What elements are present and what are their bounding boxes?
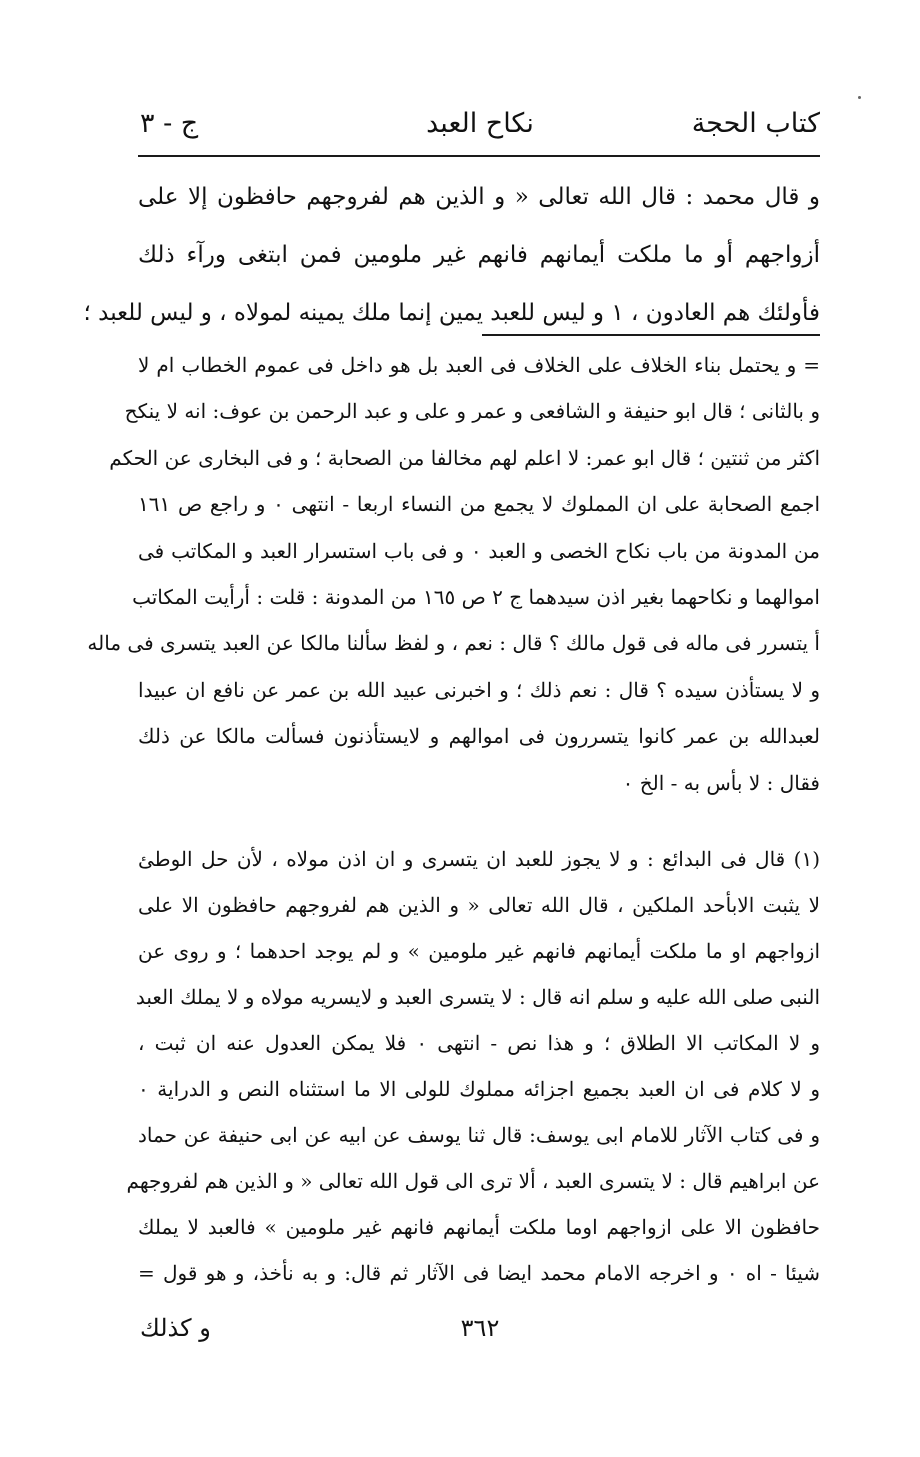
- footnote-1: [126, 836, 821, 1296]
- footnote-line: لعبدالله بن عمر كانوا يتسررون فى اموالهم و لايستأذنون فسألت مالكا عن ذلك: [138, 724, 820, 749]
- footnote-line: و بالثانى ؛ قال ابو حنيفة و الشافعى و عمر و على و عبد الرحمن بن عوف: انه لا ينكح: [124, 399, 820, 424]
- footnote-line: أ يتسرر فى ماله فى قول مالك ؟ قال : نعم ، و لفظ سألنا مالكا عن العبد يتسرى فى ماله: [87, 631, 820, 656]
- main-text: [83, 168, 820, 342]
- catchword: و كذلك: [140, 1314, 211, 1342]
- ink-speck: [858, 96, 861, 99]
- volume-label: ج - ٣: [140, 108, 199, 139]
- footnote-line: حافظون الا على ازواجهم اوما ملكت أيمانهم فانهم غير ملومين » فالعبد لا يملك: [138, 1215, 820, 1239]
- footnote-line: = و يحتمل بناء الخلاف على الخلاف فى العبد بل هو داخل فى عموم الخطاب ام لا: [138, 353, 820, 377]
- footnote-line: و لا كلام فى ان العبد بجميع اجزائه مملوك للولى الا ما استثناه النص و الدراية ٠: [138, 1077, 820, 1101]
- book-title: كتاب الحجة: [691, 108, 820, 139]
- footnote-line: و لا يستأذن سيده ؟ قال : نعم ذلك ؛ و اخبرنى عبيد الله بن عمر عن نافع ان عبيدا: [138, 677, 821, 702]
- footnote-line: اموالهما و نكاحهما بغير اذن سيدهما ج ٢ ص ١٦٥ من المدونة : قلت : أرأيت المكاتب: [132, 584, 820, 609]
- footnote-line: (١) قال فى البدائع : و لا يجوز للعبد ان يتسرى و ان اذن مولاه ، لأن حل الوطئ: [138, 847, 820, 871]
- running-header: [140, 100, 820, 148]
- footnote-line: لا يثبت الابأحد الملكين ، قال الله تعالى « و الذين هم لفروجهم حافظون الا على: [138, 893, 820, 917]
- footnote-line: من المدونة من باب نكاح الخصى و العبد ٠ و فى باب استسرار العبد و المكاتب فى: [138, 538, 820, 563]
- footnote-line: اكثر من ثنتين ؛ قال ابو عمر: لا اعلم لهم مخالفا من الصحابة ؛ و فى البخارى عن الحكم: [109, 445, 820, 470]
- footnote-line: و لا المكاتب الا الطلاق ؛ و هذا نص - انتهى ٠ فلا يمكن العدول عنه ان ثبت ،: [138, 1031, 821, 1055]
- footnote-continued: [87, 342, 821, 806]
- footnote-line: ازواجهم او ما ملكت أيمانهم فانهم غير ملومين » و لم يوجد احدهما ؛ و روى عن: [138, 939, 820, 963]
- main-text-line: أزواجهم أو ما ملكت أيمانهم فانهم غير ملومين فمن ابتغى ورآء ذلك: [138, 242, 820, 268]
- footnote-line: عن ابراهيم قال : لا يتسرى العبد ، ألا ترى الى قول الله تعالى « و الذين هم لفروجهم: [126, 1169, 820, 1193]
- footnote-line: اجمع الصحابة على ان المملوك لا يجمع من النساء اربعا - انتهى ٠ و راجع ص ١٦١: [138, 492, 820, 517]
- main-text-line: و قال محمد : قال الله تعالى « و الذين هم لفروجهم حافظون إلا على: [138, 184, 820, 210]
- footnote-rule: [482, 334, 820, 336]
- page-footer: [140, 1308, 820, 1348]
- header-rule: [138, 155, 820, 157]
- footnote-line: و فى كتاب الآثار للامام ابى يوسف: قال ثنا يوسف عن ابيه عن ابى حنيفة عن حماد: [138, 1123, 820, 1147]
- footnote-line: شيئا - اه ٠ و اخرجه الامام محمد ايضا فى الآثار ثم قال: و به نأخذ، و هو قول =: [138, 1261, 820, 1285]
- page-number: ٣٦٢: [460, 1314, 500, 1342]
- chapter-title: نكاح العبد: [426, 108, 534, 139]
- footnote-line: فقال : لا بأس به - الخ ٠: [622, 770, 820, 795]
- main-text-line: فأولئك هم العادون ، ١ و ليس للعبد يمين إنما ملك يمينه لمولاه ، و ليس للعبد ؛: [83, 300, 820, 326]
- footnote-line: النبى صلى الله عليه و سلم انه قال : لا يتسرى العبد و لايسريه مولاه و لا يملك العبد: [135, 985, 820, 1009]
